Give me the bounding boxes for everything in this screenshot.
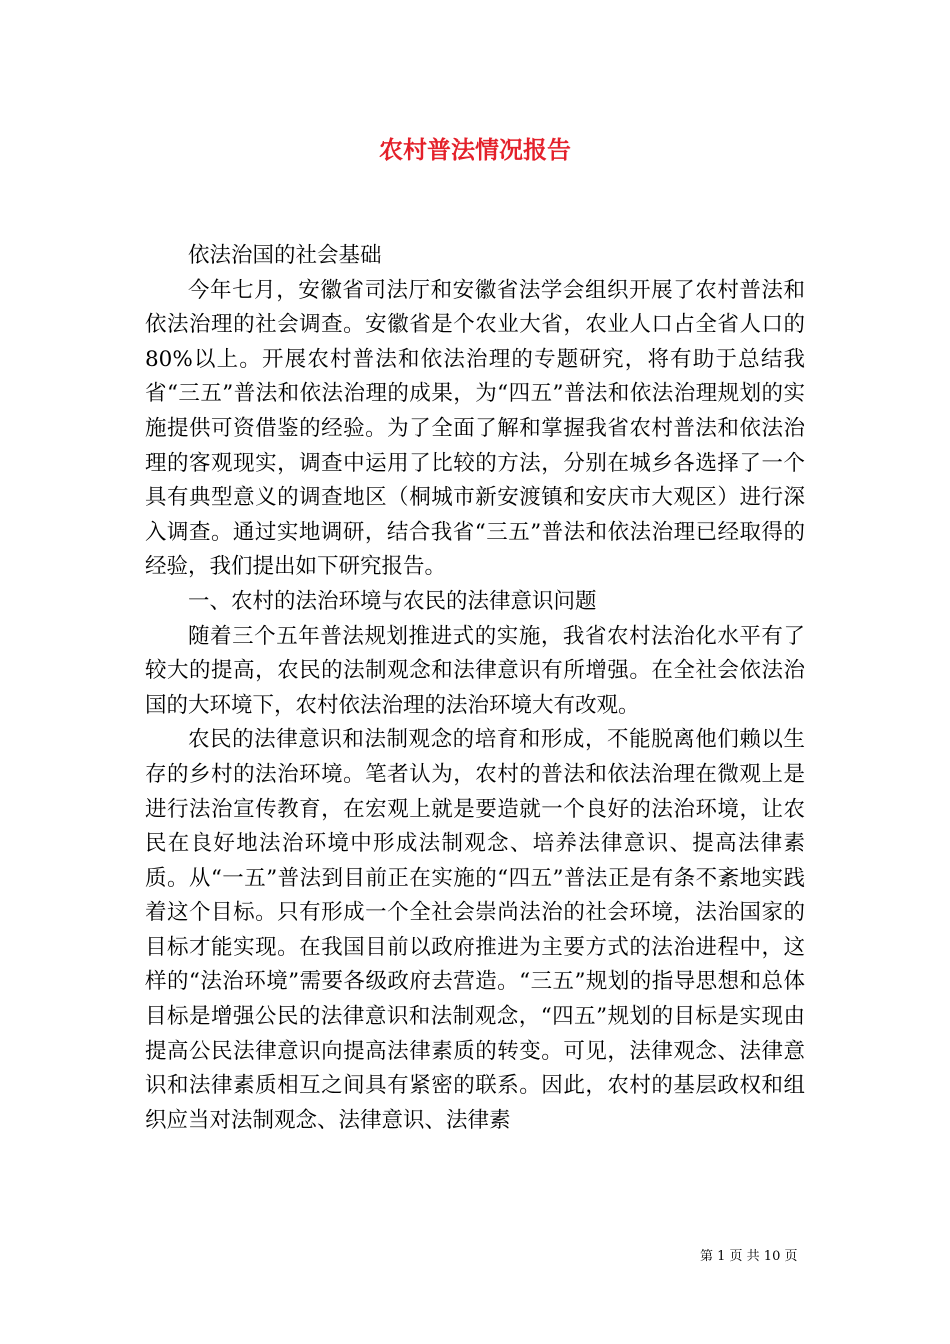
document-body — [145, 239, 805, 1138]
paragraph-intro: 今年七月，安徽省司法厅和安徽省法学会组织开展了农村普法和依法治理的社会调查。安徽省是个农业大省，农业人口占全省人口的80%以上。开展农村普法和依法治理的专题研究，将有助于总结我省“三五”普法和依法治理的成果，为“四五”普法和依法治理规划的实施提供可资借鉴的经验。为了全面了解和掌握我省农村普法和依法治理的客观现实，调查中运用了比较的方法，分别在城乡各选择了一个具有典型意义的调查地区（桐城市新安渡镇和安庆市大观区）进行深入调查。通过实地调研，结合我省“三五”普法和依法治理已经取得的经验，我们提出如下研究报告。 — [145, 277, 805, 580]
paragraph-section1-a: 随着三个五年普法规划推进式的实施，我省农村法治化水平有了较大的提高，农民的法制观念和法律意识有所增强。在全社会依法治国的大环境下，农村依法治理的法治环境大有改观。 — [145, 623, 805, 718]
page-title: 农村普法情况报告 — [379, 135, 571, 164]
section-heading-1: 一、农村的法治环境与农民的法律意识问题 — [188, 588, 597, 614]
paragraph-section1-b: 农民的法律意识和法制观念的培育和形成，不能脱离他们赖以生存的乡村的法治环境。笔者认为，农村的普法和依法治理在微观上是进行法治宣传教育，在宏观上就是要造就一个良好的法治环境，让农民在良好地法治环境中形成法制观念、培养法律意识、提高法律素质。从“一五”普法到目前正在实施的“四五”普法正是有条不紊地实践着这个目标。只有形成一个全社会崇尚法治的社会环境，法治国家的目标才能实现。在我国目前以政府推进为主要方式的法治进程中，这样的“法治环境”需要各级政府去营造。“三五”规划的指导思想和总体目标是增强公民的法律意识和法制观念，“四五”规划的目标是实现由提高公民法律意识向提高法律素质的转变。可见，法律观念、法律意识和法律素质相互之间具有紧密的联系。因此，农村的基层政权和组织应当对法制观念、法律意识、法律素 — [145, 727, 805, 1133]
page-number-footer: 第 1 页 共 10 页 — [700, 1249, 798, 1264]
paragraph-subtitle: 依法治国的社会基础 — [188, 243, 382, 268]
